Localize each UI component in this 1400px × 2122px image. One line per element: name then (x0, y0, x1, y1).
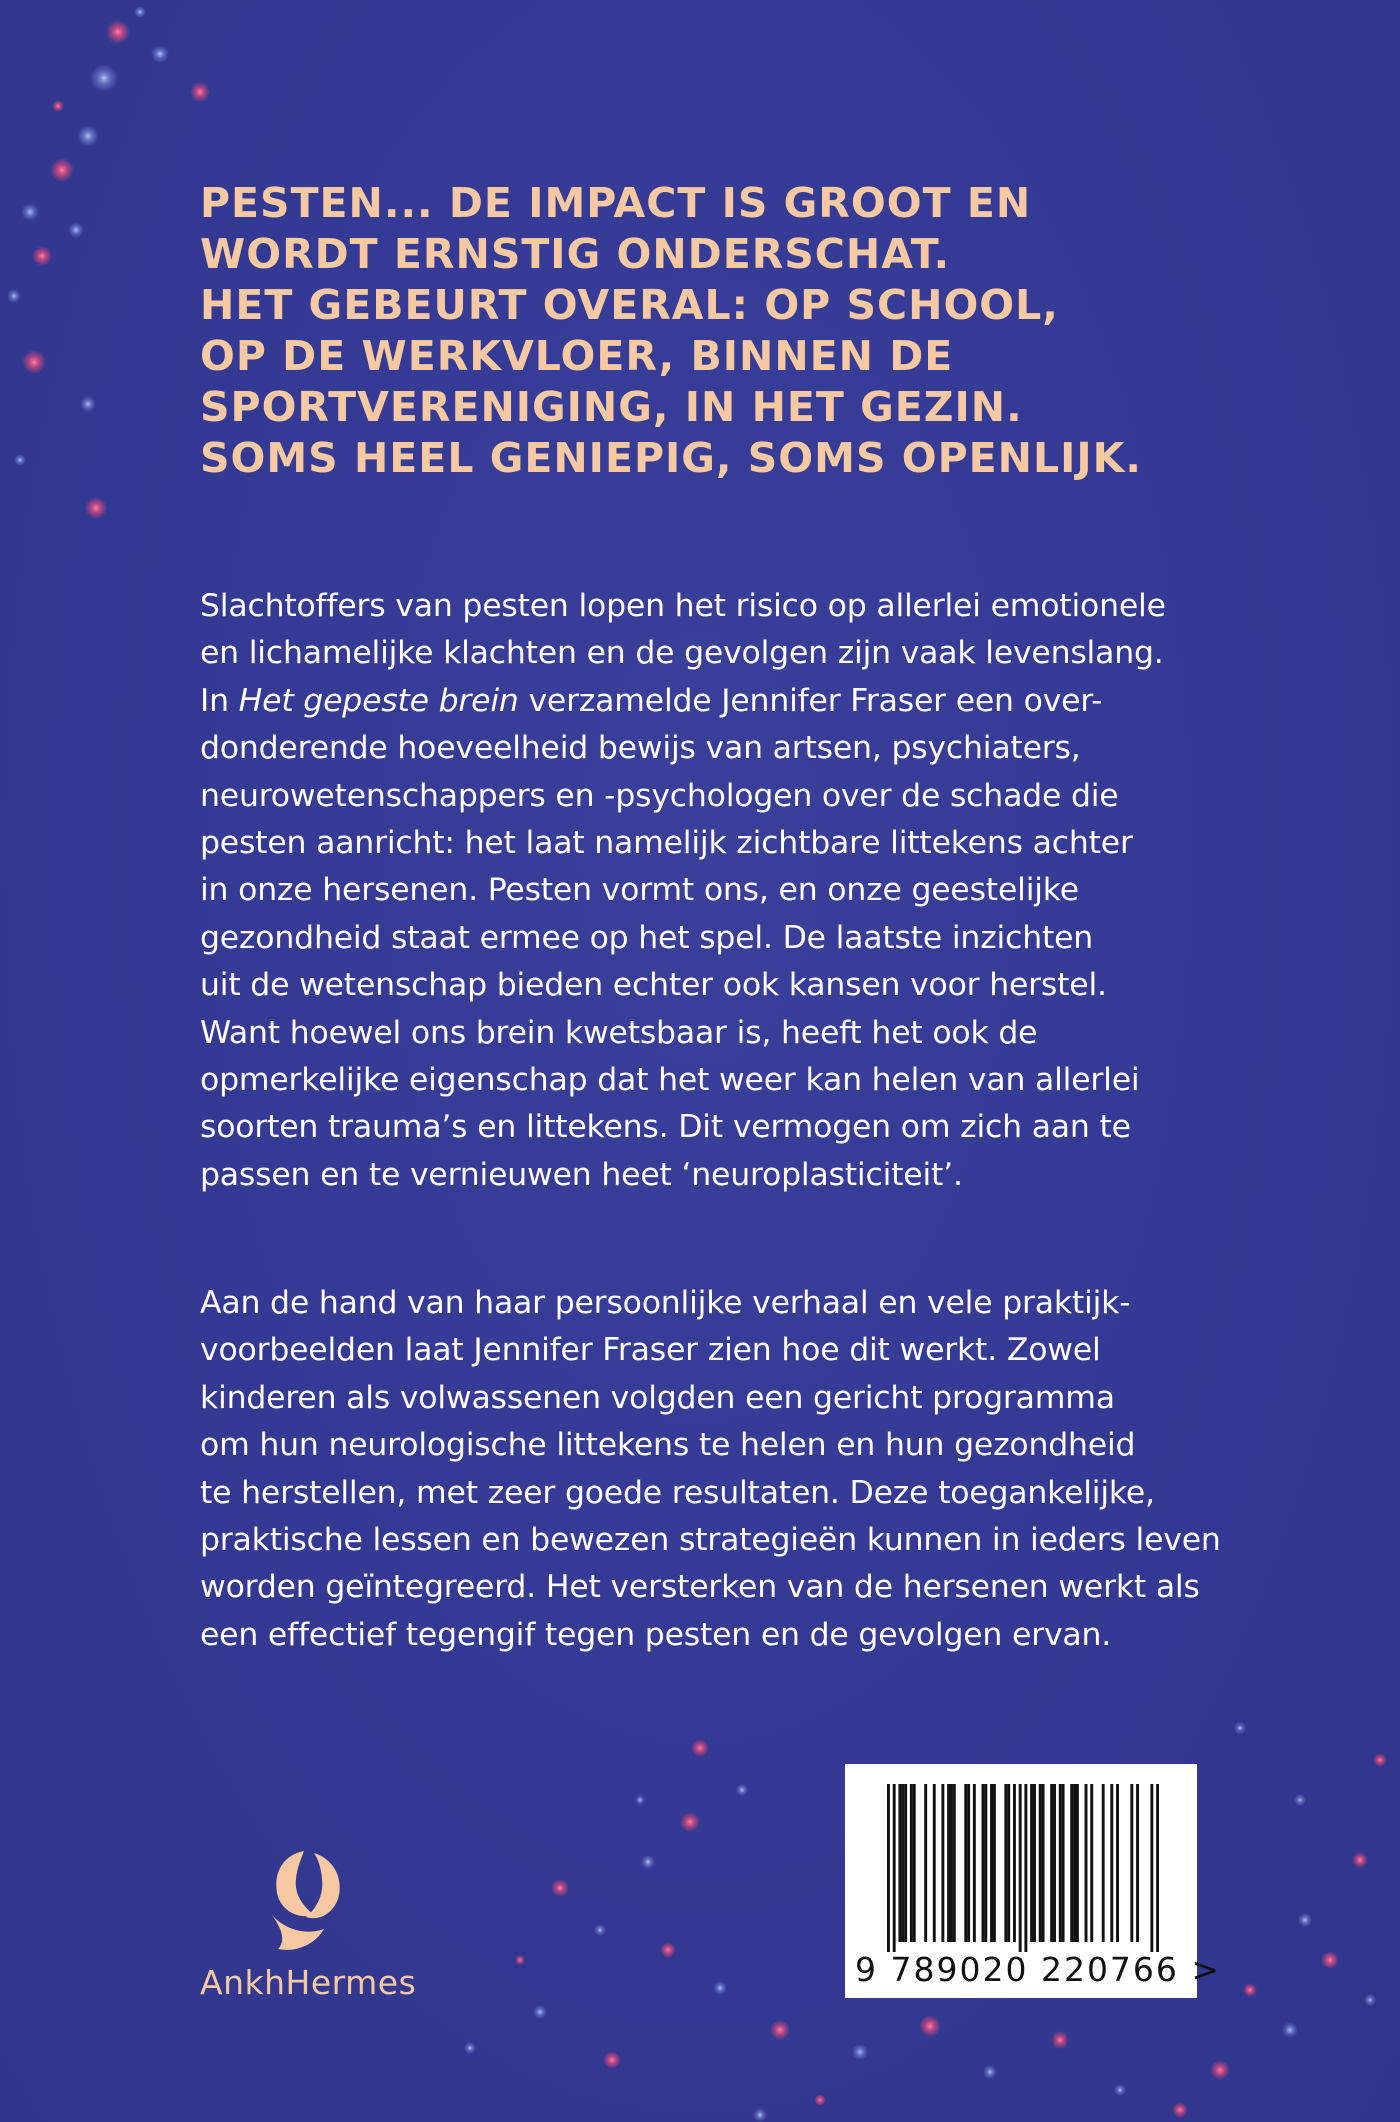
headline-line: PESTEN... DE IMPACT IS GROOT EN (200, 179, 1032, 227)
barcode-bar (1039, 1784, 1042, 1942)
text-line: gezondheid staat ermee op het spel. De laatste inzichten (200, 919, 1094, 956)
text-line: uit de wetenschap bieden echter ook kansen voor herstel. (200, 967, 1107, 1004)
barcode-bar (1110, 1784, 1113, 1942)
barcode-bar (964, 1784, 967, 1942)
text-line: om hun neurologische littekens te helen en hun gezondheid (200, 1427, 1136, 1464)
barcode-bar (1007, 1784, 1010, 1942)
text-line: Aan de hand van haar persoonlijke verhaal en vele praktijk- (200, 1285, 1131, 1321)
barcode-bar (1004, 1784, 1007, 1942)
barcode-bar (1085, 1784, 1088, 1942)
barcode-bar (973, 1784, 976, 1942)
publisher-name: AnkhHermes (200, 1963, 417, 2002)
barcode-bar (898, 1784, 901, 1942)
barcode-bar (1130, 1784, 1133, 1942)
headline-line: OP DE WERKVLOER, BINNEN DE (200, 332, 954, 380)
barcode-bar (1030, 1784, 1033, 1942)
barcode-bar (1070, 1784, 1073, 1942)
barcode-bar (1090, 1784, 1093, 1942)
barcode-bar (1156, 1784, 1159, 1952)
text-line: pesten aanricht: het laat namelijk zichtbare littekens achter (200, 825, 1133, 862)
barcode-bar (924, 1784, 927, 1942)
barcode-bar (910, 1784, 913, 1942)
barcode-bar (1116, 1784, 1119, 1942)
isbn-barcode (845, 1764, 1222, 1998)
barcode-bar (1136, 1784, 1139, 1942)
barcode-bar (1024, 1784, 1027, 1952)
barcode-bars (887, 1784, 1159, 1952)
barcode-bar (893, 1784, 896, 1952)
barcode-bar (933, 1784, 936, 1942)
text-line: praktische lessen en bewezen strategieën kunnen in ieders leven (200, 1522, 1221, 1559)
barcode-bar (904, 1784, 907, 1942)
barcode-bar (1062, 1784, 1065, 1942)
text-line: en lichamelijke klachten en de gevolgen zijn vaak levenslang. (200, 635, 1164, 672)
text-line: Slachtoffers van pesten lopen het risico op allerlei emotionele (200, 588, 1166, 624)
barcode-bar (950, 1784, 953, 1942)
barcode-bar (1019, 1784, 1022, 1952)
text-fragment: In (200, 682, 239, 719)
headline-line: SOMS HEEL GENIEPIG, SOMS OPENLIJK. (200, 434, 1142, 482)
text-line (200, 678, 1210, 725)
barcode-bar (947, 1784, 950, 1942)
text-line: kinderen als volwassenen volgden een gericht programma (200, 1379, 1115, 1416)
barcode-bar (941, 1784, 944, 1942)
text-line: in onze hersenen. Pesten vormt ons, en onze geestelijke (200, 872, 1079, 909)
barcode-bar (953, 1784, 956, 1942)
isbn-number: 9 789020 220766 > (855, 1950, 1222, 1989)
text-line: passen en te vernieuwen heet ‘neuroplasticiteit’. (200, 1156, 963, 1193)
text-line: opmerkelijke eigenschap dat het weer kan helen van allerlei (200, 1062, 1140, 1099)
text-line: worden geïntegreerd. Het versterken van de hersenen werkt als (200, 1569, 1200, 1606)
text-line: een effectief tegengif tegen pesten en de gevolgen ervan. (200, 1616, 1112, 1653)
barcode-bar (1102, 1784, 1105, 1942)
publisher-logo-icon (264, 1845, 354, 1957)
text-line: voorbeelden laat Jennifer Fraser zien hoe dit werkt. Zowel (200, 1332, 1101, 1369)
barcode-bar (1150, 1784, 1153, 1952)
text-fragment: verzamelde Jennifer Fraser een over- (518, 682, 1103, 719)
barcode-bar (1076, 1784, 1079, 1942)
barcode-bar (887, 1784, 890, 1952)
text-line: soorten trauma’s en littekens. Dit vermogen om zich aan te (200, 1109, 1131, 1146)
publisher-logo (196, 1845, 426, 2015)
headline-line: HET GEBEURT OVERAL: OP SCHOOL, (200, 281, 1059, 329)
barcode-bar (901, 1784, 904, 1942)
text-line: Want hoewel ons brein kwetsbaar is, heeft het ook de (200, 1014, 1038, 1051)
barcode-bar (984, 1784, 987, 1942)
barcode-bar (1033, 1784, 1036, 1942)
barcode-bar (1059, 1784, 1062, 1942)
barcode-bar (1050, 1784, 1053, 1942)
description-paragraph-2 (200, 1280, 1221, 1659)
barcode-bar (967, 1784, 970, 1942)
barcode-bar (913, 1784, 916, 1942)
text-line: neurowetenschappers en -psychologen over de schade die (200, 777, 1119, 814)
barcode-bar (1042, 1784, 1045, 1942)
headline-line: SPORTVERENIGING, IN HET GEZIN. (200, 383, 1023, 431)
barcode-bar (1073, 1784, 1076, 1942)
barcode-bar (993, 1784, 996, 1942)
barcode-bar (990, 1784, 993, 1942)
text-line: donderende hoeveelheid bewijs van artsen, psychiaters, (200, 730, 1081, 767)
headline-line: WORDT ERNSTIG ONDERSCHAT. (200, 230, 951, 278)
text-line: te herstellen, met zeer goede resultaten. Deze toegankelijke, (200, 1474, 1155, 1511)
barcode-bar (1013, 1784, 1016, 1942)
barcode-bar (1053, 1784, 1056, 1942)
barcode-bar (981, 1784, 984, 1942)
book-title: Het gepeste brein (238, 682, 519, 719)
headline (200, 178, 1200, 484)
description-paragraph-1 (200, 583, 1210, 1199)
